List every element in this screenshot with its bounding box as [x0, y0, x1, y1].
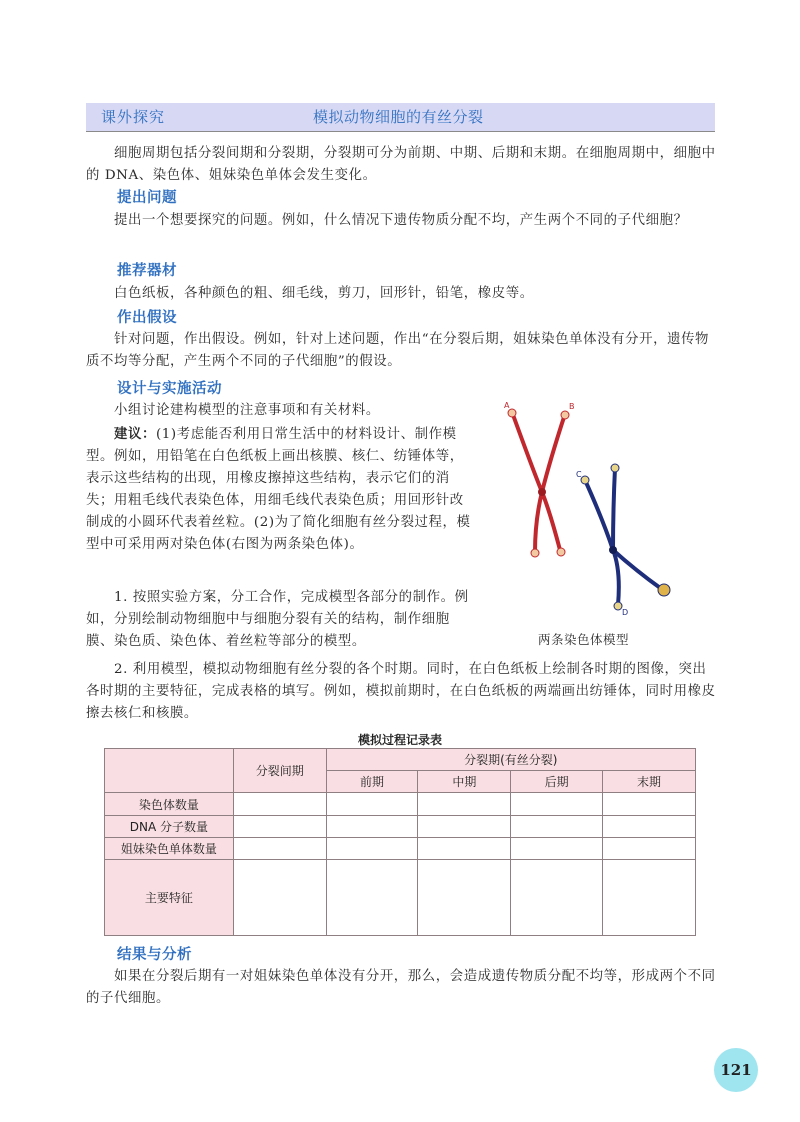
heading-result: 结果与分析	[117, 947, 192, 963]
blue-chromatid-2	[613, 468, 663, 590]
table-title: 模拟过程记录表	[357, 733, 442, 747]
design-paragraph-1: 小组讨论建构模型的注意事项和有关材料。	[114, 403, 380, 418]
page-number-badge: 121	[714, 1048, 758, 1092]
table-cell[interactable]	[233, 860, 326, 936]
table-cell[interactable]	[603, 860, 696, 936]
table-cell[interactable]	[233, 816, 326, 838]
result-paragraph: 如果在分裂后期有一对姐妹染色单体没有分开，那么，会造成遗传物质分配不均等，形成两个不同的子代细胞。	[86, 969, 716, 1006]
header-divider	[86, 131, 715, 132]
header-phase: 前期	[326, 771, 418, 793]
table-cell[interactable]	[603, 816, 696, 838]
header-phase: 中期	[418, 771, 511, 793]
record-table	[104, 748, 696, 936]
table-cell[interactable]	[233, 793, 326, 816]
table-cell[interactable]	[511, 838, 603, 860]
hypothesis-paragraph: 针对问题，作出假设。例如，针对上述问题，作出“在分裂后期，姐妹染色单体没有分开，遗传物质不均等分配，产生两个不同的子代细胞”的假设。	[86, 332, 710, 369]
figure-label-d: D	[622, 608, 629, 617]
header-phase: 末期	[603, 771, 696, 793]
table-corner-cell	[105, 749, 234, 793]
red-end-marker	[557, 548, 565, 556]
page-title: 模拟动物细胞的有丝分裂	[313, 108, 484, 126]
row-label: 主要特征	[105, 860, 234, 936]
table-cell[interactable]	[603, 838, 696, 860]
chromosome-model-figure	[495, 400, 690, 625]
header-mitosis: 分裂期(有丝分裂)	[326, 749, 695, 771]
red-end-marker	[508, 409, 516, 417]
figure-label-c: C	[576, 470, 582, 479]
table-cell[interactable]	[233, 838, 326, 860]
blue-end-marker	[611, 464, 619, 472]
figure-label-b: B	[569, 402, 575, 411]
materials-paragraph: 白色纸板，各种颜色的粗、细毛线，剪刀，回形针，铅笔，橡皮等。	[114, 286, 534, 301]
table-cell[interactable]	[418, 860, 511, 936]
question-paragraph: 提出一个想要探究的问题。例如，什么情况下遗传物质分配不均，产生两个不同的子代细胞？	[114, 213, 688, 228]
row-label: DNA 分子数量	[105, 816, 234, 838]
blue-end-marker	[658, 584, 670, 596]
table-cell[interactable]	[326, 816, 418, 838]
blue-end-marker	[581, 476, 589, 484]
table-cell[interactable]	[326, 838, 418, 860]
header-phase: 后期	[511, 771, 603, 793]
blue-centromere	[609, 546, 617, 554]
table-cell[interactable]	[418, 793, 511, 816]
heading-hypothesis: 作出假设	[117, 310, 177, 326]
red-end-marker	[561, 411, 569, 419]
heading-materials: 推荐器材	[117, 263, 177, 279]
table-cell[interactable]	[511, 860, 603, 936]
heading-question: 提出问题	[117, 190, 177, 206]
suggestion-paragraph: 建议：(1)考虑能否利用日常生活中的材料设计、制作模型。例如，用铅笔在白色纸板上画出核膜、核仁、纺锤体等，表示这些结构的出现，用橡皮擦掉这些结构，表示它们的消失；用粗毛线代表染色体，用细毛线代表染色质；用回形针改制成的小圆环代表着丝粒。(2)为了简化细胞有丝分裂过程，模型中可采用两对染色体(右图为两条染色体)。	[86, 426, 471, 552]
blue-end-marker	[614, 602, 622, 610]
figure-label-a: A	[504, 401, 510, 410]
suggestion-label: 建议：	[114, 426, 156, 442]
red-centromere	[538, 488, 546, 496]
step-1-paragraph: 1. 按照实验方案，分工合作，完成模型各部分的制作。例如，分别绘制动物细胞中与细胞分裂有关的结构，制作细胞膜、染色质、染色体、着丝粒等部分的模型。	[86, 590, 469, 649]
header-interphase: 分裂间期	[233, 749, 326, 793]
table-cell[interactable]	[511, 816, 603, 838]
section-label: 课外探究	[101, 108, 166, 126]
table-cell[interactable]	[418, 816, 511, 838]
step-2-paragraph: 2. 利用模型，模拟动物细胞有丝分裂的各个时期。同时，在白色纸板上绘制各时期的图像，突出各时期的主要特征，完成表格的填写。例如，模拟前期时，在白色纸板的两端画出纺锤体，同时用橡皮擦去核仁和核膜。	[86, 662, 716, 721]
intro-paragraph: 细胞周期包括分裂间期和分裂期，分裂期可分为前期、中期、后期和末期。在细胞周期中，细胞中的 DNA、染色体、姐妹染色单体会发生变化。	[86, 146, 716, 183]
table-cell[interactable]	[326, 860, 418, 936]
table-cell[interactable]	[326, 793, 418, 816]
table-cell[interactable]	[511, 793, 603, 816]
red-end-marker	[531, 549, 539, 557]
row-label: 姐妹染色单体数量	[105, 838, 234, 860]
table-cell[interactable]	[418, 838, 511, 860]
row-label: 染色体数量	[105, 793, 234, 816]
table-cell[interactable]	[603, 793, 696, 816]
heading-design: 设计与实施活动	[117, 381, 222, 397]
figure-caption: 两条染色体模型	[538, 632, 630, 647]
